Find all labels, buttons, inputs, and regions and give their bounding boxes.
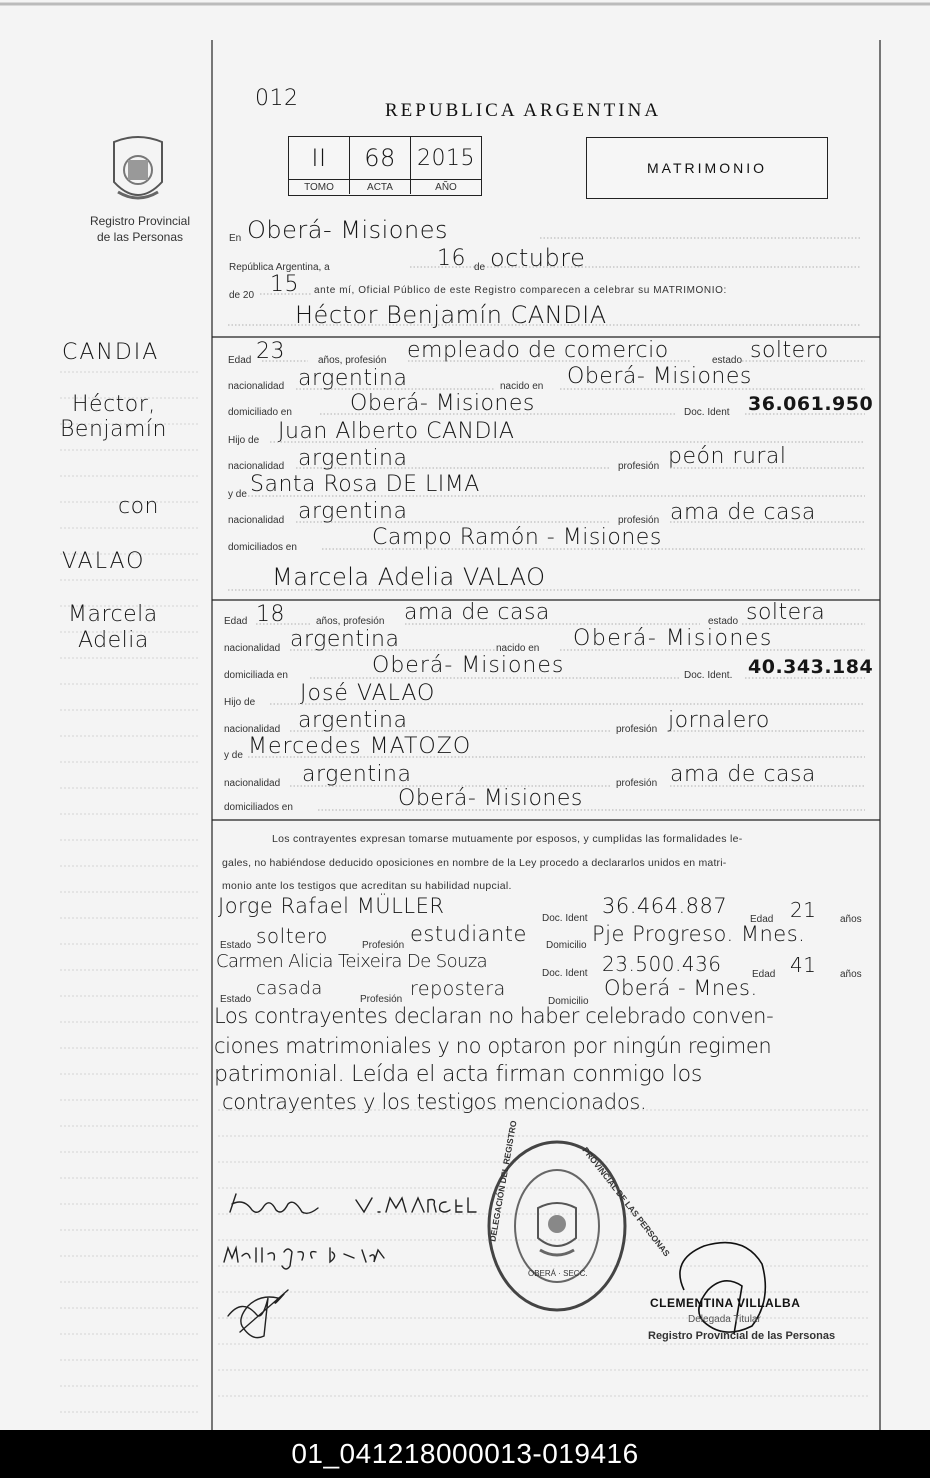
- bride-nacido-label: nacido en: [496, 643, 540, 654]
- acta-label: ACTA: [350, 180, 411, 194]
- groom-birthplace: Oberá- Misiones: [567, 364, 752, 389]
- intro-de-label: de: [474, 262, 486, 273]
- witness-1-civil-status: soltero: [256, 924, 328, 948]
- anio-value: 2015: [417, 145, 475, 171]
- witness-1-domicile: Pje Progreso. Mnes.: [592, 922, 806, 946]
- bride-hijo-label: Hijo de: [224, 697, 256, 708]
- groom-nac-label: nacionalidad: [228, 381, 285, 392]
- preamble-text: ante mí, Oficial Público de este Registro comparecen a celebrar su MATRIMONIO:: [314, 285, 727, 296]
- margin-connector: con: [118, 494, 159, 519]
- intro-month: octubre: [490, 244, 586, 272]
- witness-1-document: 36.464.887: [602, 894, 728, 918]
- bride-document: 40.343.184: [748, 656, 874, 678]
- bride-father-nationality: argentina: [298, 708, 408, 733]
- margin-bride-given-1: Marcela: [68, 602, 158, 627]
- witness-2-anos-label: años: [840, 969, 862, 980]
- declaration-line-1: Los contrayentes expresan tomarse mutuamente por esposos, y cumplidas las formalidades le-: [272, 833, 743, 845]
- document-code: 01_041218000013-019416: [0, 1430, 930, 1478]
- notes-line-2: ciones matrimoniales y no optaron por ningún regimen: [214, 1034, 772, 1058]
- groom-hijo-label: Hijo de: [228, 435, 260, 446]
- groom-nacido-label: nacido en: [500, 381, 544, 392]
- bride-civil-status: soltera: [746, 600, 826, 625]
- groom-anos-label: años, profesión: [318, 355, 387, 366]
- official-seal: [482, 1119, 672, 1318]
- groom-estado-label: estado: [712, 355, 743, 366]
- groom-civil-status: soltero: [750, 338, 829, 363]
- bride-father: José VALAO: [300, 681, 436, 706]
- witness-2-edad-label: Edad: [752, 969, 776, 980]
- bride-age: 18: [256, 602, 285, 627]
- groom-mother-prof-label: profesión: [618, 515, 660, 526]
- bride-father-nac-label: nacionalidad: [224, 724, 281, 735]
- seal-inner-text: OBERÁ · SECC.: [528, 1269, 588, 1278]
- margin-groom-given-2: Benjamín: [60, 417, 167, 442]
- witness-2-document: 23.500.436: [602, 952, 722, 976]
- groom-domicile: Oberá- Misiones: [350, 391, 535, 416]
- provincial-coat-of-arms-icon: [108, 132, 168, 208]
- acta-value: 68: [350, 137, 411, 179]
- margin-groom-given-1: Héctor,: [72, 392, 156, 417]
- witness-2-age: 41: [790, 953, 817, 977]
- groom-nationality: argentina: [298, 366, 408, 391]
- bride-mother-nationality: argentina: [302, 762, 412, 787]
- bride-mother: Mercedes MATOZO: [248, 734, 472, 759]
- act-type-box: MATRIMONIO: [586, 137, 828, 199]
- witness-1-dom-label: Domicilio: [546, 940, 587, 951]
- witness-2-name: Carmen Alicia Teixeira De Souza: [216, 951, 488, 972]
- declaration-line-2: gales, no habiéndose deducido oposiciones en nombre de la Ley procedo a declararlos unidos en matri-: [222, 857, 727, 869]
- witness-1-signature: [224, 1248, 384, 1269]
- bride-nac-label: nacionalidad: [224, 643, 281, 654]
- witness-1-anos-label: años: [840, 914, 862, 925]
- bride-mother-prof-label: profesión: [616, 778, 658, 789]
- en-label: En: [229, 233, 242, 244]
- witness-1-doc-label: Doc. Ident: [542, 913, 588, 924]
- bride-parents-dom-label: domiciliados en: [224, 802, 293, 813]
- notes-line-3: patrimonial. Leída el acta firman conmigo los: [214, 1062, 703, 1087]
- witness-2-prof-label: Profesión: [360, 994, 403, 1005]
- margin-groom-surname: CANDIA: [62, 340, 160, 365]
- anio-label: AÑO: [435, 181, 457, 193]
- bride-father-prof-label: profesión: [616, 724, 658, 735]
- bride-edad-label: Edad: [224, 616, 248, 627]
- groom-edad-label: Edad: [228, 355, 252, 366]
- groom-document: 36.061.950: [748, 393, 874, 415]
- agency-name-line1: Registro Provincial: [89, 214, 191, 228]
- bride-parents-domicile: Oberá- Misiones: [398, 786, 583, 811]
- bride-signature: [356, 1198, 476, 1212]
- svg-text:PROVINCIAL DE LAS PERSONAS: PROVINCIAL DE LAS PERSONAS: [580, 1145, 672, 1259]
- bride-dom-label: domiciliada en: [224, 670, 288, 681]
- page-number: 012: [255, 86, 299, 111]
- groom-mother-nationality: argentina: [298, 499, 408, 524]
- groom-profession: empleado de comercio: [407, 338, 669, 363]
- bride-domicile: Oberá- Misiones: [372, 653, 565, 678]
- intro-day: 16: [437, 246, 466, 271]
- officer-name: CLEMENTINA VILLALBA: [650, 1296, 801, 1310]
- republica-label: República Argentina, a: [229, 262, 330, 273]
- groom-mother: Santa Rosa DE LIMA: [250, 472, 480, 497]
- intro-place: Oberá- Misiones: [247, 216, 448, 244]
- witness-1-name: Jorge Rafael MÜLLER: [218, 894, 445, 918]
- margin-bride-surname: VALAO: [62, 549, 146, 574]
- groom-age: 23: [256, 339, 285, 364]
- groom-father-prof-label: profesión: [618, 461, 660, 472]
- witness-1-prof-label: Profesión: [362, 940, 405, 951]
- groom-dom-label: domiciliado en: [228, 407, 292, 418]
- groom-father-nac-label: nacionalidad: [228, 461, 285, 472]
- groom-father-profession: peón rural: [668, 444, 787, 469]
- witness-2-dom-label: Domicilio: [548, 996, 589, 1007]
- signatures-drawing: [222, 1186, 522, 1346]
- groom-full-name: Héctor Benjamín CANDIA: [295, 301, 607, 329]
- witness-1-edad-label: Edad: [750, 914, 774, 925]
- bride-full-name: Marcela Adelia VALAO: [272, 563, 546, 591]
- officer-agency: Registro Provincial de las Personas: [648, 1330, 836, 1342]
- year-suffix: 15: [270, 272, 299, 297]
- bride-mother-nac-label: nacionalidad: [224, 778, 281, 789]
- groom-mother-profession: ama de casa: [670, 500, 816, 525]
- witness-2-profession: repostera: [410, 978, 506, 1000]
- registry-number-box: [288, 136, 482, 196]
- bride-father-profession: jornalero: [668, 708, 770, 733]
- svg-text:DELEGACIÓN DEL REGISTRO: DELEGACIÓN DEL REGISTRO: [487, 1119, 519, 1243]
- officer-title: Delegada Titular: [688, 1314, 761, 1325]
- bride-doc-label: Doc. Ident.: [684, 670, 733, 681]
- witness-2-estado-label: Estado: [220, 994, 252, 1005]
- margin-bride-given-2: Adelia: [78, 628, 149, 653]
- country-title: REPUBLICA ARGENTINA: [385, 100, 662, 121]
- witness-1-estado-label: Estado: [220, 940, 252, 951]
- groom-mother-nac-label: nacionalidad: [228, 515, 285, 526]
- groom-father-nationality: argentina: [298, 446, 408, 471]
- year-prefix: de 20: [229, 290, 255, 301]
- witness-2-doc-label: Doc. Ident: [542, 968, 588, 979]
- bride-birthplace: Oberá- Misiones: [573, 626, 773, 651]
- declaration-line-3: monio ante los testigos que acreditan su habilidad nupcial.: [222, 880, 512, 892]
- notes-line-4: contrayentes y los testigos mencionados.: [222, 1090, 647, 1114]
- agency-name-line2: de las Personas: [96, 230, 184, 244]
- bride-yde-label: y de: [224, 750, 243, 761]
- witness-2-domicile: Oberá - Mnes.: [604, 976, 758, 1000]
- bride-nationality: argentina: [290, 627, 400, 652]
- bride-profession: ama de casa: [404, 600, 550, 625]
- bride-mother-profession: ama de casa: [670, 762, 816, 787]
- notes-line-1: Los contrayentes declaran no haber celebrado conven-: [214, 1004, 774, 1028]
- witness-1-profession: estudiante: [410, 922, 527, 946]
- groom-doc-label: Doc. Ident: [684, 407, 730, 418]
- groom-signature: [230, 1194, 318, 1213]
- witness-1-age: 21: [790, 898, 817, 922]
- bride-anos-label: años, profesión: [316, 616, 385, 627]
- witness-2-civil-status: casada: [256, 978, 323, 999]
- bride-estado-label: estado: [708, 616, 739, 627]
- witness-2-signature: [228, 1290, 288, 1338]
- groom-parents-dom-label: domiciliados en: [228, 542, 297, 553]
- groom-father: Juan Alberto CANDIA: [278, 419, 515, 444]
- groom-parents-domicile: Campo Ramón - Misiones: [372, 525, 662, 550]
- groom-yde-label: y de: [228, 489, 247, 500]
- tomo-label: TOMO: [289, 180, 350, 194]
- tomo-value: II: [289, 137, 350, 179]
